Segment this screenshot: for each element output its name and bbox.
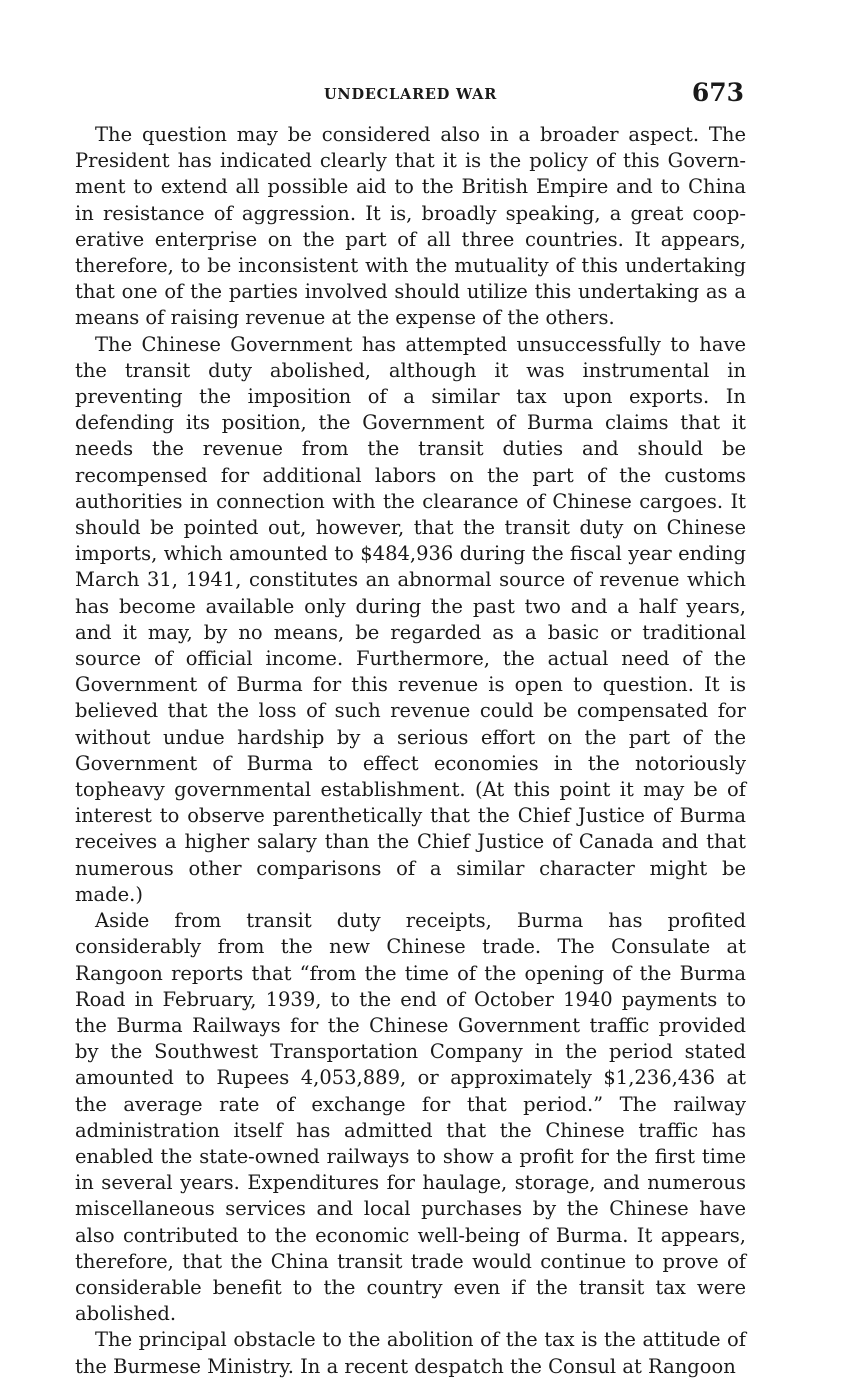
paragraph-2: The Chinese Government has attempted unsuccessfully to have the transit duty abolished, although it was instrumental in preventing the imposition of a similar tax upon exports. In defending its position, the Government of Burma claims that it needs the revenue from the transit duties and should be recompensed for additional labors on the part of the customs authorities in connection with the clearance of Chinese cargoes. It should be pointed out, however, that the transit duty on Chinese imports, which amounted to $484,936 during the fiscal year ending March 31, 1941, constitutes an abnormal source of revenue which has become available only during the past two and a half years, and it may, by no means, be regarded as a basic or traditional source of official income. Furthermore, the actual need of the Government of Burma for this revenue is open to question. It is believed that the loss of such revenue could be compensated for without undue hardship by a serious effort on the part of the Government of Burma to effect economies in the notoriously topheavy governmental establishment. (At this point it may be of interest to observe parenthetically that the Chief Justice of Burma receives a higher salary than the Chief Justice of Canada and that numerous other comparisons of a similar character might be made.): [75, 332, 746, 906]
running-title: UNDECLARED WAR: [323, 86, 498, 103]
page-number: 673: [691, 78, 744, 107]
paragraph-3: Aside from transit duty receipts, Burma has profited considerably from the new Chinese trade. The Consulate at Rangoon reports that “from the time of the opening of the Burma Road in February, 1939, to the end of October 1940 payments to the Burma Railways for the Chinese Government traffic provided by the Southwest Transportation Company in the period stated amounted to Rupees 4,053,889, or approximately $1,236,436 at the average rate of exchange for that period.” The railway administration itself has admitted that the Chinese traffic has enabled the state-owned railways to show a profit for the first time in several years. Expenditures for haulage, storage, and numerous miscellaneous services and local purchases by the Chinese have also contributed to the economic well-being of Burma. It appears, therefore, that the China transit trade would continue to prove of considerable benefit to the country even if the transit tax were abolished.: [75, 909, 746, 1326]
running-header: [75, 78, 746, 112]
body-text: [75, 122, 746, 1380]
document-page: [75, 78, 746, 1380]
paragraph-1: The question may be considered also in a broader aspect. The President has indicated clearly that it is the policy of this Government to extend all possible aid to the British Empire and to China in resistance of aggression. It is, broadly speaking, a great cooperative enterprise on the part of all three countries. It appears, therefore, to be inconsistent with the mutuality of this undertaking that one of the parties involved should utilize this undertaking as a means of raising revenue at the expense of the others.: [75, 123, 746, 330]
paragraph-4: The principal obstacle to the abolition of the tax is the attitude of the Burmese Ministry. In a recent despatch the Consul at Rangoon: [75, 1328, 746, 1378]
